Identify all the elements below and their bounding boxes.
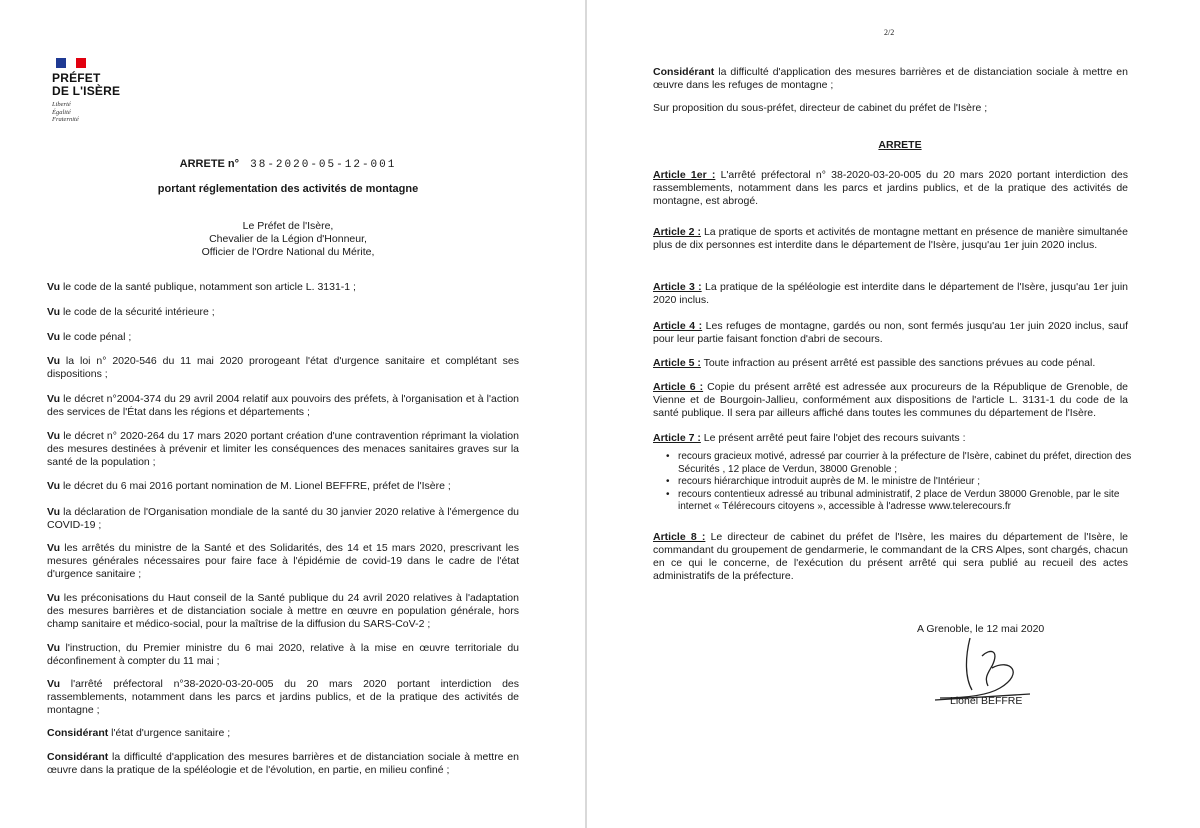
article-paragraph: Article 4 : Les refuges de montagne, gardés ou non, sont fermés jusqu'au 1er juin 2020 inclus, sauf pour leur partie faisant fonction d'abri de secours. [653, 320, 1128, 345]
consideration-paragraph: Vu les arrêtés du ministre de la Santé et des Solidarités, des 14 et 15 mars 2020, prescrivant les mesures générales nécessaires pour faire face à l'épidémie de covid-19 dans le cadre de l'état d'urgence sanitaire ; [47, 542, 519, 580]
consideration-paragraph: Vu le décret du 6 mai 2016 portant nomination de M. Lionel BEFFRE, préfet de l'Isère ; [47, 480, 451, 492]
recours-list [664, 451, 1138, 514]
consideration-paragraph: Considérant la difficulté d'application des mesures barrières et de distanciation sociale à mettre en œuvre dans la pratique de la spéléologie et de l'évolution, en partie, en milieu confiné ; [47, 751, 519, 776]
article-paragraph: Article 5 : Toute infraction au présent arrêté est passible des sanctions prévues au code pénal. [653, 357, 1096, 369]
signer-name: Lionel BEFFRE [950, 695, 1023, 707]
recours-item: • recours gracieux motivé, adressé par courrier à la préfecture de l'Isère, cabinet du préfet, direction des Sécurités , 12 place de Verdun, 38000 Grenoble ; [678, 451, 1138, 476]
prefet-intro-line: Officier de l'Ordre National du Mérite, [201, 246, 375, 258]
consideration-paragraph: Vu les préconisations du Haut conseil de la Santé publique du 24 avril 2020 relatives à l'adaptation des mesures barrières et de distanciation sociale à mettre en œuvre en population générale, hors champ sanitaire et médico-social, pour la maîtrise de la diffusion du SARS-CoV-2 ; [47, 592, 519, 630]
page-number: 2/2 [884, 28, 895, 37]
consideration-paragraph: Vu le code de la sécurité intérieure ; [47, 306, 215, 318]
consideration-paragraph: Vu l'instruction, du Premier ministre du 6 mai 2020, relative à la mise en œuvre territoriale du déconfinement à compter du 11 mai ; [47, 642, 519, 667]
recours-item: • recours hiérarchique introduit auprès de M. le ministre de l'Intérieur ; [678, 476, 1138, 489]
prefet-intro-line: Chevalier de la Légion d'Honneur, [209, 233, 367, 245]
article-paragraph: Article 1er : L'arrêté préfectoral n° 38-2020-03-20-005 du 20 mars 2020 portant interdiction des rassemblements, notamment dans les parcs et jardins publics, et de la pratique des activités de montagne, est abrogé. [653, 169, 1128, 207]
prefet-intro [0, 220, 576, 259]
consideration-paragraph: Vu l'arrêté préfectoral n°38-2020-03-20-005 du 20 mars 2020 portant interdiction des rassemblements, notamment dans les parcs et jardins publics, et de la pratique des activités de montagne ; [47, 678, 519, 716]
arrete-title-label: ARRETE n° [179, 158, 240, 170]
motto-word: Fraternité [52, 116, 79, 123]
logo-line-1: PRÉFET [52, 71, 101, 85]
page-divider [585, 0, 587, 828]
motto-word: Liberté [52, 101, 71, 108]
consideration-paragraph: Considérant l'état d'urgence sanitaire ; [47, 727, 231, 739]
prefecture-logo [52, 58, 162, 124]
republic-motto [52, 101, 162, 124]
consideration-paragraph: Vu la loi n° 2020-546 du 11 mai 2020 prorogeant l'état d'urgence sanitaire et complétant ses dispositions ; [47, 355, 519, 380]
document-page-2 [600, 0, 1200, 828]
arrete-title [0, 158, 576, 171]
consideration-paragraph: Vu le décret n° 2020-264 du 17 mars 2020 portant création d'une contravention réprimant la violation des mesures destinées à prévenir et limiter les conséquences des menaces sanitaires graves sur la santé de la population ; [47, 430, 519, 468]
marianne-flag-icon [56, 58, 86, 68]
arrete-subtitle: portant réglementation des activités de montagne [157, 183, 419, 195]
consideration-paragraph: Vu le code pénal ; [47, 331, 132, 343]
consideration-paragraph: Vu le décret n°2004-374 du 29 avril 2004 relatif aux pouvoirs des préfets, à l'organisation et à l'action des services de l'État dans les régions et départements ; [47, 393, 519, 418]
article-paragraph: Article 3 : La pratique de la spéléologie est interdite dans le département de l'Isère, jusqu'au 1er juin 2020 inclus. [653, 281, 1128, 306]
article-paragraph: Article 7 : Le présent arrêté peut faire l'objet des recours suivants : [653, 432, 966, 444]
proposition-paragraph: Sur proposition du sous-préfet, directeur de cabinet du préfet de l'Isère ; [653, 102, 988, 114]
arrete-number: 38-2020-05-12-001 [250, 159, 397, 171]
prefet-intro-line: Le Préfet de l'Isère, [242, 220, 334, 232]
article-paragraph: Article 6 : Copie du présent arrêté est adressée aux procureurs de la République de Grenoble, de Vienne et de Bourgoin-Jallieu, conformément aux dispositions de l'article L. 3131-1 du code de la santé publique. Il sera par ailleurs affiché dans toutes les communes du département de l'Isère. [653, 381, 1129, 419]
document-page-1 [0, 0, 576, 828]
arrete-heading: ARRETE [878, 139, 922, 151]
considerant-paragraph: Considérant la difficulté d'application des mesures barrières et de distanciation sociale à mettre en œuvre dans les refuges de montagne ; [653, 66, 1128, 91]
consideration-paragraph: Vu la déclaration de l'Organisation mondiale de la santé du 30 janvier 2020 relative à l'émergence du COVID-19 ; [47, 506, 519, 531]
recours-item: • recours contentieux adressé au tribunal administratif, 2 place de Verdun 38000 Grenoble, par le site internet « Télérecours citoyens », accessible à l'adresse www.telerecours.fr [678, 489, 1138, 514]
motto-word: Égalité [52, 108, 71, 116]
logo-line-2: DE L'ISÈRE [52, 84, 121, 98]
article-paragraph: Article 2 : La pratique de sports et activités de montagne mettant en présence de manière simultanée plus de dix personnes est interdite dans le département de l'Isère, jusqu'au 1er juin 2020 inclus. [653, 226, 1128, 251]
signoff-date: A Grenoble, le 12 mai 2020 [917, 623, 1045, 635]
article-paragraph: Article 8 : Le directeur de cabinet du préfet de l'Isère, les maires du département de l'Isère, le commandant du groupement de gendarmerie, le commandant de la CRS Alpes, sont chargés, chacun en ce qui le concerne, de l'exécution du présent arrêté qui sera publié au recueil des actes administratifs de la préfecture. [653, 531, 1128, 582]
consideration-paragraph: Vu le code de la santé publique, notamment son article L. 3131-1 ; [47, 281, 356, 293]
